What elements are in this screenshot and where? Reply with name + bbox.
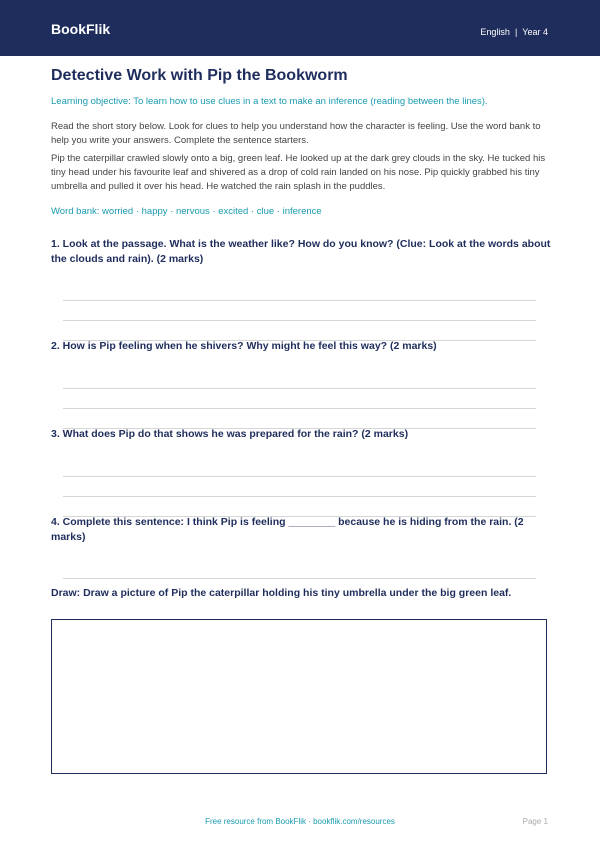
question-2: 2. How is Pip feeling when he shivers? Why might he feel this way? (2 marks) [51, 340, 437, 352]
instructions-text: Read the short story below. Look for clues to help you understand how the character is feeling. Use the word bank to help you write your answers. Complete the sentence starters. [51, 121, 541, 146]
answer-line[interactable] [63, 496, 536, 497]
subject-year [480, 28, 548, 37]
answer-line[interactable] [63, 300, 536, 301]
page-header [0, 0, 600, 56]
drawing-box[interactable] [51, 619, 547, 774]
page-title: Detective Work with Pip the Bookworm [51, 67, 348, 84]
year-label: Year 4 [522, 27, 548, 37]
answer-line[interactable] [63, 388, 536, 389]
meta-separator: | [514, 27, 518, 37]
draw-prompt: Draw: Draw a picture of Pip the caterpillar holding his tiny umbrella under the big green leaf. [51, 587, 512, 599]
subject-label: English [480, 27, 510, 37]
word-bank: Word bank: worried · happy · nervous · excited · clue · inference [51, 206, 322, 217]
answer-line[interactable] [63, 476, 536, 477]
answer-line[interactable] [63, 578, 536, 579]
question-3: 3. What does Pip do that shows he was prepared for the rain? (2 marks) [51, 428, 409, 440]
answer-line[interactable] [63, 320, 536, 321]
learning-objective: Learning objective: To learn how to use clues in a text to make an inference (reading between the lines). [51, 96, 488, 107]
footer-text: Free resource from BookFlik · bookflik.com/resources [205, 817, 395, 826]
page-number: Page 1 [522, 817, 548, 826]
story-passage: Pip the caterpillar crawled slowly onto a big, green leaf. He looked up at the dark grey clouds in the sky. He tucked his tiny head under his favourite leaf and shivered as a drop of cold rain landed on his nose. Pip quickly grabbed his tiny umbrella and pulled it over his head. He watched the rain splash in the puddles. [51, 153, 546, 192]
answer-line[interactable] [63, 408, 536, 409]
question-4: 4. Complete this sentence: I think Pip is feeling ________ because he is hiding from the rain. (2 marks) [51, 516, 524, 543]
question-1: 1. Look at the passage. What is the weather like? How do you know? (Clue: Look at the words about the clouds and rain). (2 marks) [51, 238, 551, 265]
brand-logo: BookFlik [51, 21, 111, 37]
